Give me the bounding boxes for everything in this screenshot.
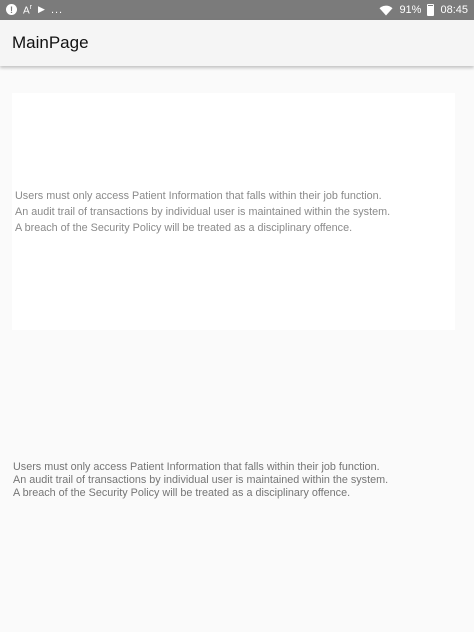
status-left-icons [6,4,63,16]
play-icon: ▶ [38,4,45,15]
notice-card [12,93,455,330]
notice-line: Users must only access Patient Information that falls within their job function. [15,190,382,202]
notice-line: An audit trail of transactions by individual user is maintained within the system. [15,206,391,218]
notice-card-text [15,188,455,236]
overflow-indicator: ... [50,3,64,16]
notice-line: A breach of the Security Policy will be treated as a disciplinary offence. [15,222,353,234]
notice-line: A breach of the Security Policy will be treated as a disciplinary offence. [13,487,351,500]
status-right-icons [379,4,468,16]
clock: 08:45 [440,4,468,16]
notice-text [13,461,463,501]
app-bar [0,20,474,66]
alert-icon: ! [6,4,17,15]
status-bar [0,0,474,20]
notice-line: Users must only access Patient Information that falls within their job function. [13,461,380,473]
battery-icon [427,4,434,16]
wifi-icon [379,5,393,16]
battery-percent: 91% [399,4,422,16]
page-title: MainPage [12,33,89,52]
notice-line: An audit trail of transactions by individual user is maintained within the system. [13,474,389,487]
font-size-icon: $A^r$ [23,3,33,17]
